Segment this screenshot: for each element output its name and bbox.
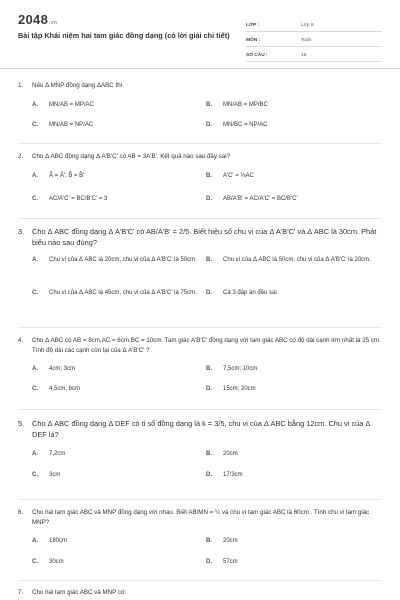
option-d[interactable]: D. 57cm bbox=[206, 559, 238, 565]
question-number: 5. bbox=[18, 419, 25, 428]
question-divider bbox=[18, 218, 382, 219]
option-a[interactable]: A. Chu vi của Δ ABC là 20cm, chu vi của Δ A'B'C' là 50cm. bbox=[32, 257, 197, 263]
question-1 bbox=[18, 81, 382, 137]
document-title: Bài tập Khái niệm hai tam giác đồng dạng (có lời giải chi tiết) bbox=[18, 31, 230, 40]
meta-label: MÔN : bbox=[246, 38, 261, 43]
question-divider bbox=[18, 327, 382, 328]
meta-value: Toán bbox=[301, 38, 312, 43]
question-text: Cho Δ ABC đồng dạng Δ DEF có tỉ số đồng dạng là k = 3/5, chu vi của Δ ABC bằng 12cm. Chu vi của Δ DEF là? bbox=[32, 419, 370, 439]
question-divider bbox=[18, 409, 382, 410]
answer-options bbox=[32, 537, 382, 573]
question-number: 4. bbox=[18, 337, 24, 344]
question-text: Cho Δ ABC có AB = 8cm,AC = 6cm,BC = 10cm. Tam giác A'B'C' đồng dạng với tam giác ABC có độ dài cạnh lớn nhất là 25 cm. Tính độ dài các cạnh còn lại của Δ A'B'C' ? bbox=[32, 337, 381, 354]
question-number: 7. bbox=[18, 589, 24, 596]
option-a[interactable]: A. 180cm bbox=[32, 538, 68, 544]
option-b[interactable]: B. A'C' = ⅓AC bbox=[206, 172, 254, 179]
meta-row-subject bbox=[246, 33, 382, 47]
option-d[interactable]: D. AB/A'B' = AC/A'C' = BC/B'C' bbox=[206, 195, 298, 202]
option-c[interactable]: C. 3cm bbox=[32, 472, 61, 478]
header-divider bbox=[0, 68, 400, 69]
option-c[interactable]: C. Chu vi của Δ ABC là 45cm, chu vi của Δ A'B'C' là 75cm. bbox=[32, 290, 197, 296]
question-4 bbox=[18, 336, 382, 401]
answer-options bbox=[32, 450, 382, 486]
question-number: 2. bbox=[18, 153, 24, 160]
option-d[interactable]: D. MN/BC = NP/AC bbox=[206, 121, 268, 128]
meta-value: 16 bbox=[301, 53, 307, 58]
question-7 bbox=[18, 588, 382, 598]
meta-row-count bbox=[246, 48, 382, 62]
question-divider bbox=[18, 143, 382, 144]
meta-value: Lớp 8 bbox=[301, 23, 314, 28]
option-c[interactable]: C. 30cm bbox=[32, 559, 64, 565]
question-text: Cho Δ ABC đồng dạng Δ A'B'C' có AB/A'B' = 2/5. Biết hiệu số chu vi của Δ A'B'C' và Δ ABC là 30cm. Phát biểu nào sau đúng? bbox=[32, 227, 377, 247]
question-divider bbox=[18, 499, 382, 500]
option-c[interactable]: C. 4,5cm; 6cm bbox=[32, 386, 81, 392]
answer-options bbox=[32, 365, 382, 401]
option-b[interactable]: B. Chu vi của Δ ABC là 50cm, chu vi của Δ A'B'C' là 20cm. bbox=[206, 257, 371, 263]
question-divider bbox=[18, 580, 382, 581]
option-d[interactable]: D. 17/3cm bbox=[206, 472, 243, 478]
option-b[interactable]: B. 20cm bbox=[206, 538, 238, 544]
meta-row-grade bbox=[246, 18, 382, 32]
question-6 bbox=[18, 508, 382, 573]
question-text: Cho Δ ABC đồng dạng Δ A'B'C' có AB = 3A'B'. Kết quả nào sau đây sai? bbox=[32, 153, 231, 160]
option-d[interactable]: D. Cả 3 đáp án đều sai. bbox=[206, 290, 279, 296]
option-c[interactable]: C. MN/AB = NP/AC bbox=[32, 121, 94, 128]
option-c[interactable]: C. AC/A'C' = BC/B'C' = 3 bbox=[32, 195, 108, 202]
meta-label: SỐ CÂU : bbox=[246, 53, 268, 58]
site-logo[interactable]: 2048.vn bbox=[18, 12, 58, 27]
question-5 bbox=[18, 418, 382, 486]
answer-options bbox=[32, 172, 382, 214]
answer-options bbox=[32, 256, 382, 316]
question-2 bbox=[18, 152, 382, 214]
option-b[interactable]: B. 7,5cm; 10cm bbox=[206, 366, 258, 372]
option-b[interactable]: B. MN/AB = MP/BC bbox=[206, 101, 268, 108]
question-number: 6. bbox=[18, 509, 24, 516]
page-header bbox=[18, 12, 382, 64]
option-a[interactable]: A. 7,2cm bbox=[32, 451, 66, 457]
meta-label: LỚP : bbox=[246, 23, 260, 28]
answer-options bbox=[32, 101, 382, 137]
question-text: Cho hai tam giác ABC và MNP có: bbox=[32, 589, 127, 596]
question-text: Cho hai tam giác ABC và MNP đồng dạng với nhau. Biết AB/MN = ¼ và chu vi tam giác ABC là 60cm . Tính chu vi tam giác MNP? bbox=[32, 509, 370, 526]
option-a[interactable]: A. 4cm; 3cm bbox=[32, 366, 76, 372]
option-a[interactable]: A. MN/AB = MP/AC bbox=[32, 101, 94, 108]
question-number: 1. bbox=[18, 82, 24, 89]
option-a[interactable]: A. Â = Â'; B̂ = B̂' bbox=[32, 172, 85, 179]
option-b[interactable]: B. 20cm bbox=[206, 451, 238, 457]
question-number: 3. bbox=[18, 227, 25, 236]
meta-info bbox=[246, 18, 382, 63]
question-3 bbox=[18, 226, 382, 316]
option-d[interactable]: D. 15cm; 20cm bbox=[206, 386, 256, 392]
question-text: Nếu Δ MNP đồng dạng ΔABC thì bbox=[32, 82, 123, 89]
